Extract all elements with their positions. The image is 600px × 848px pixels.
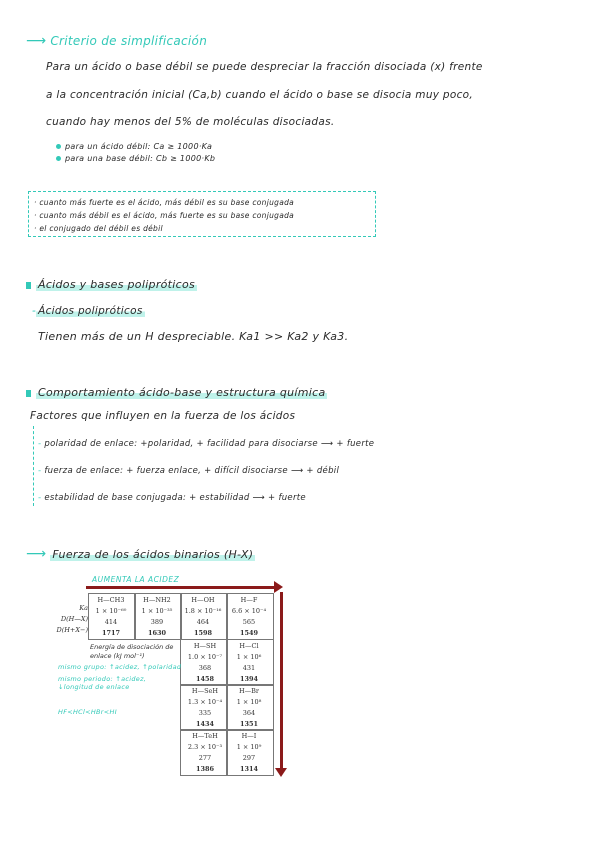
- heading-text: Comportamiento ácido-base y estructura química: [38, 386, 326, 399]
- compound-cell: H—TeH 2.3 × 10⁻³ 277 1386: [187, 732, 223, 773]
- acidity-arrow-horizontal: [86, 586, 276, 589]
- section-heading-binary-acids: [26, 546, 255, 562]
- compound-cell: H—Br 1 × 10⁸ 364 1351: [236, 687, 262, 728]
- paragraph-line: cuando hay menos del 5% de moléculas disociadas.: [46, 116, 335, 128]
- paragraph-line: a la concentración inicial (Ca,b) cuando el ácido o base se disocia muy poco,: [46, 89, 474, 101]
- compound-cell: H—SH 1.0 × 10⁻⁷ 368 1458: [187, 642, 223, 683]
- dashed-guide: [33, 426, 35, 506]
- annotation-acid-order: HF<HCl<HBr<HI: [58, 708, 117, 716]
- factor-item: - polaridad de enlace: +polaridad, + facilidad para disociarse ⟶ + fuerte: [38, 439, 375, 449]
- compound-cell: H—SeH 1.3 × 10⁻⁴ 335 1434: [187, 687, 223, 728]
- compound-cell: H—CH3 1 × 10⁻⁶⁰ 414 1717: [95, 596, 127, 637]
- factor-item: - fuerza de enlace: + fuerza enlace, + difícil disociarse ⟶ + débil: [38, 466, 340, 476]
- note-line: · cuanto más débil es el ácido, más fuerte es su base conjugada: [34, 211, 295, 220]
- paragraph-line: Tienen más de un H despreciable. Ka1 >> Ka2 y Ka3.: [38, 330, 349, 343]
- heading-text: Ácidos y bases polipróticos: [38, 278, 196, 291]
- bullet-text: para un ácido débil: Ca ≥ 1000·Ka: [65, 142, 213, 151]
- compound-cell: H—OH 1.8 × 10⁻¹⁶ 464 1598: [184, 596, 222, 637]
- heading-text: Fuerza de los ácidos binarios (H-X): [52, 548, 254, 561]
- acidity-arrow-vertical: [280, 592, 283, 770]
- note-line: · cuanto más fuerte es el ácido, más débil es su base conjugada: [34, 198, 295, 207]
- note-line: · el conjugado del débil es débil: [34, 224, 163, 233]
- heading-text: Criterio de simplificación: [50, 34, 208, 48]
- bullet-item: [56, 142, 212, 151]
- compound-cell: H—NH2 1 × 10⁻³⁵ 389 1630: [141, 596, 173, 637]
- section-heading-polyprotic: [26, 278, 197, 291]
- annotation-same-period: mismo periodo: ↑acidez, ↓longitud de enlace: [58, 675, 147, 691]
- note-box-content: [34, 196, 294, 235]
- bullet-item: [56, 154, 215, 163]
- arrow-icon: ⟶: [26, 33, 47, 49]
- section-heading-structure: [26, 386, 327, 399]
- square-bullet-icon: [26, 282, 31, 289]
- annotation-same-group: mismo grupo: ↑acidez, ↑polaridad: [58, 663, 182, 671]
- compound-cell: H—Cl 1 × 10⁶ 431 1394: [236, 642, 262, 683]
- bullet-icon: [56, 144, 61, 149]
- table-lower-grid: [180, 639, 272, 775]
- arrow-icon: ⟶: [26, 546, 47, 562]
- dash-icon: -: [32, 305, 37, 317]
- paragraph-line: Para un ácido o base débil se puede despreciar la fracción disociada (x) frente: [46, 61, 483, 73]
- section-heading-simplification: [26, 33, 207, 49]
- compound-cell: H—I 1 × 10⁹ 297 1314: [236, 732, 262, 773]
- bullet-icon: [56, 156, 61, 161]
- row-labels: Ka D(H—X) D(H+X−): [56, 604, 88, 634]
- acidity-banner: AUMENTA LA ACIDEZ: [92, 575, 180, 584]
- factor-item: - estabilidad de base conjugada: + estabilidad ⟶ + fuerte: [38, 493, 306, 503]
- arrowhead-icon: [275, 768, 287, 777]
- square-bullet-icon: [26, 390, 31, 397]
- table-row: [88, 593, 272, 639]
- bullet-text: para una base débil: Cb ≥ 1000·Kb: [65, 154, 216, 163]
- paragraph-line: Factores que influyen en la fuerza de los ácidos: [30, 410, 296, 422]
- subheading-polyprotic-acids: - Ácidos polipróticos: [32, 305, 143, 317]
- compound-cell: H—F 6.6 × 10⁻⁴ 565 1549: [231, 596, 267, 637]
- energy-note: Energía de disociación de enlace (kJ mol⁻¹): [90, 643, 174, 660]
